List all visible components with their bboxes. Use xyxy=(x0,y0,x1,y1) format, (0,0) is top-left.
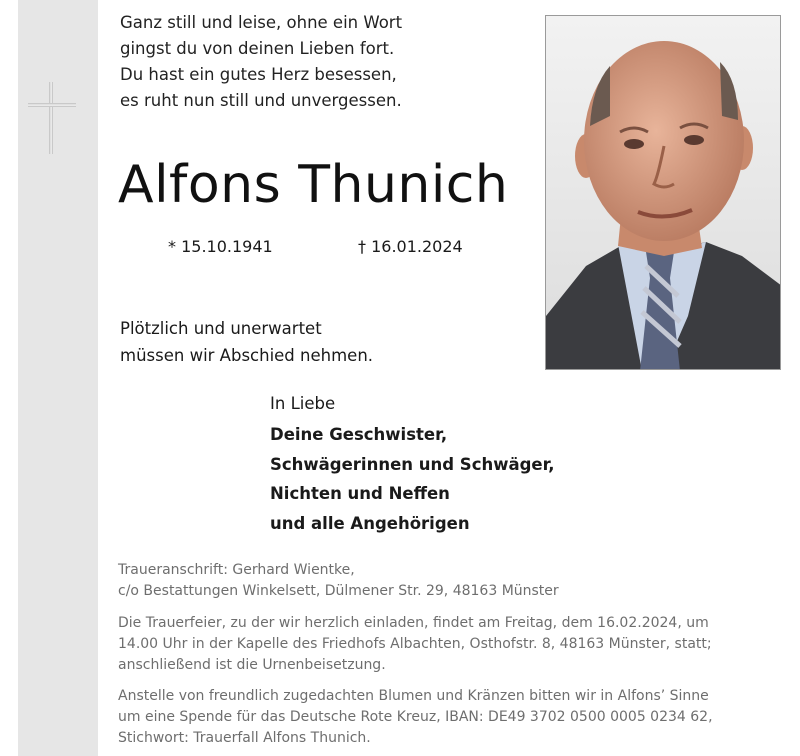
poem xyxy=(120,10,540,114)
poem-line: gingst du von deinen Lieben fort. xyxy=(120,39,395,58)
donation-line: um eine Spende für das Deutsche Rote Kreuz, IBAN: DE49 3702 0500 0005 0234 62, xyxy=(118,709,713,725)
mourner-line: Schwägerinnen und Schwäger, xyxy=(270,454,555,474)
mourner-line: Deine Geschwister, xyxy=(270,425,448,444)
ceremony-line: Die Trauerfeier, zu der wir herzlich einladen, findet am Freitag, dem 16.02.2024, um xyxy=(118,615,709,631)
sudden-line: Plötzlich und unerwartet xyxy=(120,319,322,338)
ceremony-info xyxy=(118,613,790,676)
portrait-photo xyxy=(545,15,781,370)
death-date: † 16.01.2024 xyxy=(358,237,463,256)
donation-line: Anstelle von freundlich zugedachten Blumen und Kränzen bitten wir in Alfons’ Sinne xyxy=(118,688,709,704)
mourners-block xyxy=(270,392,555,538)
donation-info xyxy=(118,686,790,749)
ceremony-line: anschließend ist die Urnenbeisetzung. xyxy=(118,657,386,673)
poem-line: es ruht nun still und unvergessen. xyxy=(120,91,402,110)
donation-line: Stichwort: Trauerfall Alfons Thunich. xyxy=(118,730,371,746)
mourner-line: und alle Angehörigen xyxy=(270,513,470,533)
mourner-line: Nichten und Neffen xyxy=(270,484,450,503)
cross-icon xyxy=(26,80,78,156)
mourners-intro: In Liebe xyxy=(270,394,336,413)
sudden-text xyxy=(120,315,373,369)
deceased-name: Alfons Thunich xyxy=(118,155,509,215)
birth-date: * 15.10.1941 xyxy=(168,237,273,256)
ceremony-line: 14.00 Uhr in der Kapelle des Friedhofs Albachten, Osthofstr. 8, 48163 Münster, statt; xyxy=(118,636,712,652)
poem-line: Du hast ein gutes Herz besessen, xyxy=(120,65,397,84)
address-line: c/o Bestattungen Winkelsett, Dülmener Str. 29, 48163 Münster xyxy=(118,583,559,599)
mourning-address xyxy=(118,560,790,602)
poem-line: Ganz still und leise, ohne ein Wort xyxy=(120,13,403,32)
sudden-line: müssen wir Abschied nehmen. xyxy=(120,346,374,365)
address-line: Traueranschrift: Gerhard Wientke, xyxy=(118,562,355,578)
